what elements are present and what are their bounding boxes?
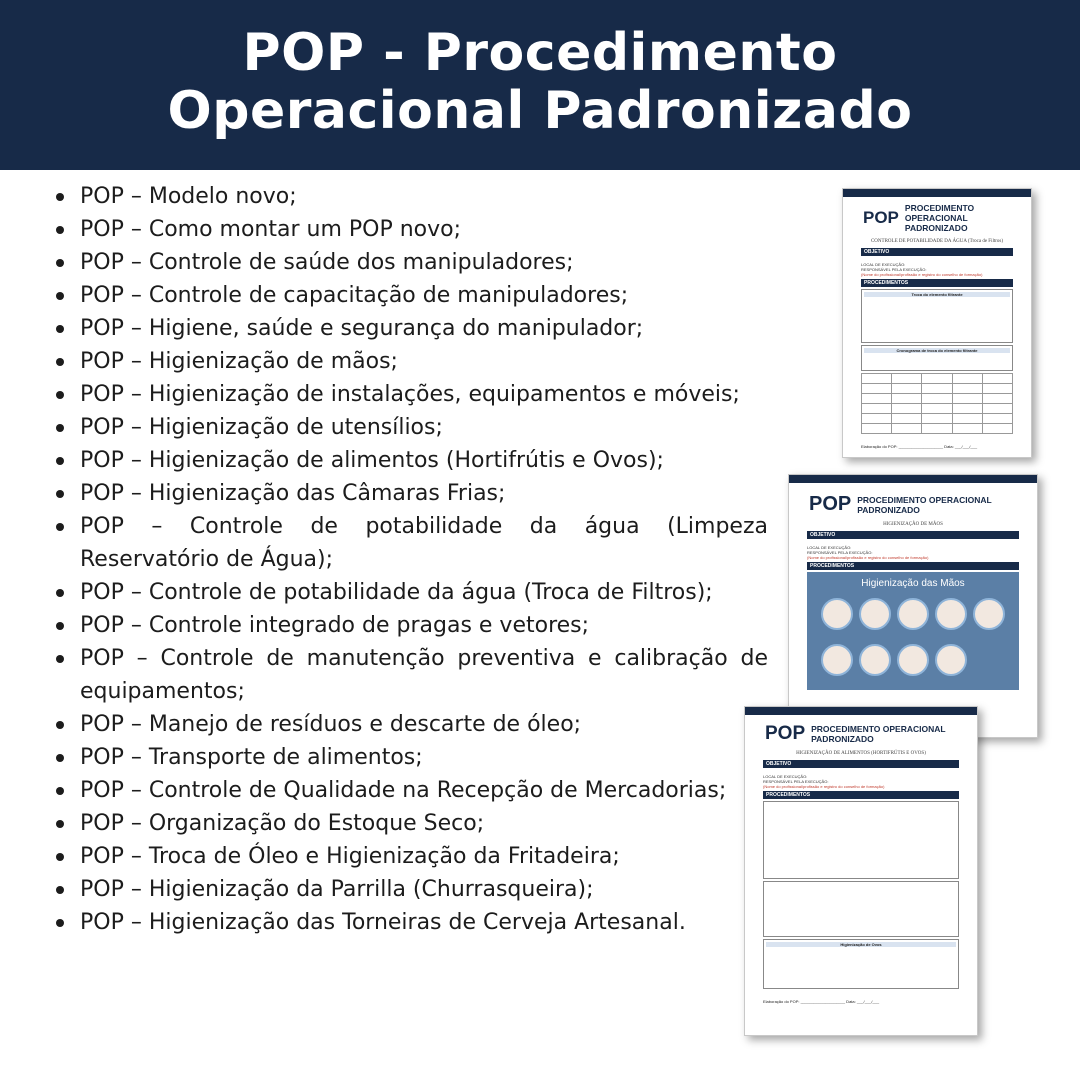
hand-step-icon <box>935 644 967 676</box>
doc-resp-exec: RESPONSÁVEL PELA EXECUÇÃO: <box>807 550 873 555</box>
list-item: POP – Higienização das Torneiras de Cerveja Artesanal. <box>52 906 768 939</box>
hand-step-icon <box>821 644 853 676</box>
hand-step-icon <box>859 598 891 630</box>
hand-step-icon <box>859 644 891 676</box>
list-item: POP – Controle de manutenção preventiva e calibração de equipamentos; <box>52 642 768 708</box>
header-banner <box>0 0 1080 170</box>
hand-step-icon <box>897 598 929 630</box>
list-item: POP – Transporte de alimentos; <box>52 741 768 774</box>
doc-box-ovos <box>763 939 959 989</box>
doc-box-title: Troca do elemento filtrante <box>864 292 1010 297</box>
doc-subtitle: HIGIENIZAÇÃO DE ALIMENTOS (HORTIFRÚTIS E OVOS) <box>796 751 926 756</box>
doc-box-hortifruti-2 <box>763 881 959 937</box>
list-item: POP – Controle de potabilidade da água (Limpeza Reservatório de Água); <box>52 510 768 576</box>
list-item: POP – Higienização de alimentos (Hortifrútis e Ovos); <box>52 444 768 477</box>
hand-step-icon <box>935 598 967 630</box>
list-item: POP – Higienização de mãos; <box>52 345 768 378</box>
hand-step-icon <box>821 598 853 630</box>
doc-section-procedimentos: PROCEDIMENTOS <box>861 279 1013 287</box>
list-item: POP – Controle de saúde dos manipuladores; <box>52 246 768 279</box>
doc-name: PROCEDIMENTO OPERACIONAL PADRONIZADO <box>857 494 992 515</box>
doc-name: PROCEDIMENTO OPERACIONAL PADRONIZADO <box>904 203 975 233</box>
doc-section-objetivo: OBJETIVO <box>807 531 1019 539</box>
list-item: POP – Controle de capacitação de manipuladores; <box>52 279 768 312</box>
doc-subtitle: HIGIENIZAÇÃO DE MÃOS <box>883 522 943 527</box>
doc-header <box>789 483 1037 518</box>
doc-section-procedimentos: PROCEDIMENTOS <box>763 791 959 799</box>
doc-pop-label: POP <box>765 723 806 744</box>
doc-pop-label: POP <box>863 208 899 227</box>
doc-resp-elab: (Nome do profissional/profissão e registro do conselho de formação) <box>861 272 983 277</box>
doc-table <box>861 373 1013 434</box>
pop-list <box>52 180 768 939</box>
doc-local: LOCAL DE EXECUÇÃO: <box>763 774 808 779</box>
list-item: POP – Troca de Óleo e Higienização da Fritadeira; <box>52 840 768 873</box>
document-preview-maos <box>788 474 1038 738</box>
doc-resp-exec: RESPONSÁVEL PELA EXECUÇÃO: <box>861 267 927 272</box>
list-item: POP – Manejo de resíduos e descarte de óleo; <box>52 708 768 741</box>
page-title <box>0 0 1080 140</box>
doc-resp-elab: (Nome do profissional/profissão e registro do conselho de formação) <box>807 555 929 560</box>
document-preview-filtros <box>842 188 1032 458</box>
list-item: POP – Modelo novo; <box>52 180 768 213</box>
doc-topbar <box>789 475 1037 483</box>
doc-section-procedimentos: PROCEDIMENTOS <box>807 562 1019 570</box>
doc-subtitle: CONTROLE DE POTABILIDADE DA ÁGUA (Troca de Filtros) <box>870 239 1004 244</box>
list-item: POP – Higiene, saúde e segurança do manipulador; <box>52 312 768 345</box>
list-item: POP – Higienização de instalações, equipamentos e móveis; <box>52 378 768 411</box>
doc-name: PROCEDIMENTO OPERACIONAL PADRONIZADO <box>811 724 946 744</box>
hand-hygiene-illustration <box>807 572 1019 690</box>
list-item: POP – Higienização da Parrilla (Churrasqueira); <box>52 873 768 906</box>
doc-box-title: Higienização de Ovos <box>766 942 956 947</box>
doc-box-hortifruti <box>763 801 959 879</box>
list-item: POP – Higienização de utensílios; <box>52 411 768 444</box>
doc-resp-elab: (Nome do profissional/profissão e registro do conselho de formação) <box>763 784 885 789</box>
doc-header <box>843 197 1031 235</box>
list-item: POP – Organização do Estoque Seco; <box>52 807 768 840</box>
doc-section-objetivo: OBJETIVO <box>763 760 959 768</box>
doc-pop-label: POP <box>809 493 852 515</box>
hand-hygiene-title: Higienização das Mãos <box>861 578 965 589</box>
hand-step-icon <box>973 598 1005 630</box>
doc-signature-line: Elaboração do POP: ____________________ Data: ___/___/___ <box>763 999 880 1004</box>
doc-box-troca <box>861 289 1013 343</box>
doc-topbar <box>745 707 977 715</box>
list-item: POP – Como montar um POP novo; <box>52 213 768 246</box>
doc-box-cronograma <box>861 345 1013 371</box>
doc-header <box>745 715 977 747</box>
hand-step-icon <box>897 644 929 676</box>
doc-section-objetivo: OBJETIVO <box>861 248 1013 256</box>
doc-local: LOCAL DE EXECUÇÃO: <box>807 545 852 550</box>
list-item: POP – Higienização das Câmaras Frias; <box>52 477 768 510</box>
document-preview-alimentos <box>744 706 978 1036</box>
list-item: POP – Controle de potabilidade da água (Troca de Filtros); <box>52 576 768 609</box>
doc-local: LOCAL DE EXECUÇÃO: <box>861 262 906 267</box>
title-line-1: POP - Procedimento <box>242 23 838 83</box>
title-line-2: Operacional Padronizado <box>167 81 913 141</box>
doc-signature-line: Elaboração do POP: ____________________ Data: ___/___/___ <box>861 444 978 449</box>
list-item: POP – Controle de Qualidade na Recepção de Mercadorias; <box>52 774 768 807</box>
doc-resp-exec: RESPONSÁVEL PELA EXECUÇÃO: <box>763 779 829 784</box>
list-item: POP – Controle integrado de pragas e vetores; <box>52 609 768 642</box>
doc-box-title: Cronograma de troca do elemento filtrante <box>864 348 1010 353</box>
doc-topbar <box>843 189 1031 197</box>
